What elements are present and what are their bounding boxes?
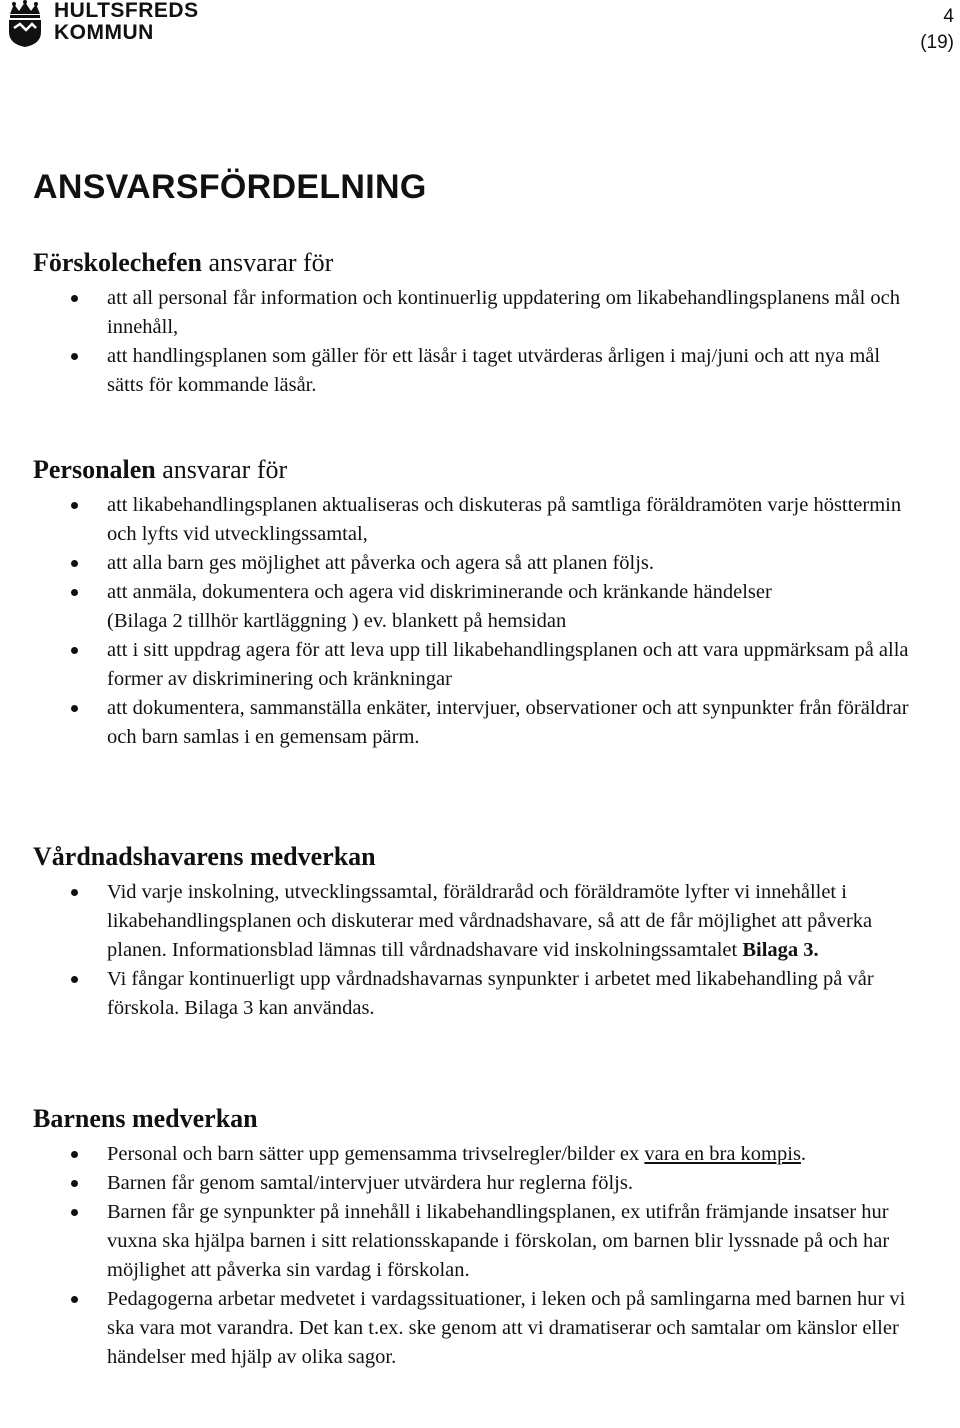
heading-rest: ansvarar för [155, 455, 288, 484]
section-barnen [33, 1104, 913, 1372]
list-item: att i sitt uppdrag agera för att leva upp till likabehandlingsplanen och att vara uppmärksam på alla former av diskriminering och kränkningar [33, 636, 913, 694]
heading-bold: Förskolechefen [33, 248, 202, 277]
list-item [33, 1140, 913, 1169]
municipality-logo [4, 0, 199, 48]
bullet-list [33, 491, 913, 752]
bullet-list [33, 878, 913, 1023]
page-current: 4 [943, 6, 954, 27]
list-item: att handlingsplanen som gäller för ett läsår i taget utvärderas årligen i maj/juni och att nya mål sätts för kommande läsår. [33, 342, 913, 400]
section-heading [33, 842, 913, 872]
heading-rest: ansvarar för [201, 248, 334, 277]
heading-bold: Vårdnadshavarens medverkan [33, 842, 376, 871]
list-item: Vi fångar kontinuerligt upp vårdnadshavarnas synpunkter i arbetet med likabehandling på vår förskola. Bilaga 3 kan användas. [33, 965, 913, 1023]
list-item [33, 878, 913, 965]
bullet-list [33, 1140, 913, 1372]
bullet-list [33, 284, 913, 400]
item-bold-ref: Bilaga 3. [742, 939, 819, 961]
section-forskolechefen [33, 248, 913, 400]
list-item: Barnen får genom samtal/intervjuer utvärdera hur reglerna följs. [33, 1169, 913, 1198]
page-total: (19) [920, 32, 954, 53]
item-text: Vid varje inskolning, utvecklingssamtal, föräldraråd och föräldramöte lyfter vi innehållet i likabehandlingsplanen och diskuterar med vårdnadshavare, så att de får möjlighet att påverka planen. Informationsblad lämnas till vårdnadshavare vid inskolningssamtalet [107, 881, 873, 961]
heading-bold: Barnens medverkan [33, 1104, 258, 1133]
page-title: ANSVARSFÖRDELNING [33, 168, 427, 206]
heading-bold: Personalen [33, 455, 156, 484]
crown-shield-icon [4, 0, 46, 48]
list-item: Pedagogerna arbetar medvetet i vardagssituationer, i leken och på samlingarna med barnen hur vi ska vara mot varandra. Det kan t.ex. ske genom att vi dramatiserar och samtalar om känslor eller händelser med hjälp av olika sagor. [33, 1285, 913, 1372]
item-underlined: vara en bra kompis [644, 1143, 801, 1165]
list-item-continuation: (Bilaga 2 tillhör kartläggning ) ev. blankett på hemsidan [107, 610, 567, 632]
item-text: Personal och barn sätter upp gemensamma trivselregler/bilder ex [107, 1143, 645, 1165]
list-item: att all personal får information och kontinuerlig uppdatering om likabehandlingsplanens mål och innehåll, [33, 284, 913, 342]
section-heading [33, 1104, 913, 1134]
item-end: . [800, 1143, 807, 1165]
logo-line-2: KOMMUN [54, 21, 154, 44]
list-item: att likabehandlingsplanen aktualiseras och diskuteras på samtliga föräldramöten varje hösttermin och lyfts vid utvecklingssamtal, [33, 491, 913, 549]
section-vardnadshavare [33, 842, 913, 1023]
section-heading [33, 455, 913, 485]
logo-text [54, 0, 199, 44]
page-number [920, 4, 954, 56]
list-item: att dokumentera, sammanställa enkäter, intervjuer, observationer och att synpunkter från föräldrar och barn samlas i en gemensam pärm. [33, 694, 913, 752]
list-item: att anmäla, dokumentera och agera vid diskriminerande och kränkande händelser [33, 578, 913, 607]
section-heading [33, 248, 913, 278]
logo-line-1: HULTSFREDS [54, 0, 199, 22]
section-personalen [33, 455, 913, 752]
list-item: Barnen får ge synpunkter på innehåll i likabehandlingsplanen, ex utifrån främjande insatser hur vuxna ska hjälpa barnen i sitt relationsskapande i förskolan, om barnen blir lyssnade på och har möjlighet att påverka sin vardag i förskolan. [33, 1198, 913, 1285]
list-item: att alla barn ges möjlighet att påverka och agera så att planen följs. [33, 549, 913, 578]
